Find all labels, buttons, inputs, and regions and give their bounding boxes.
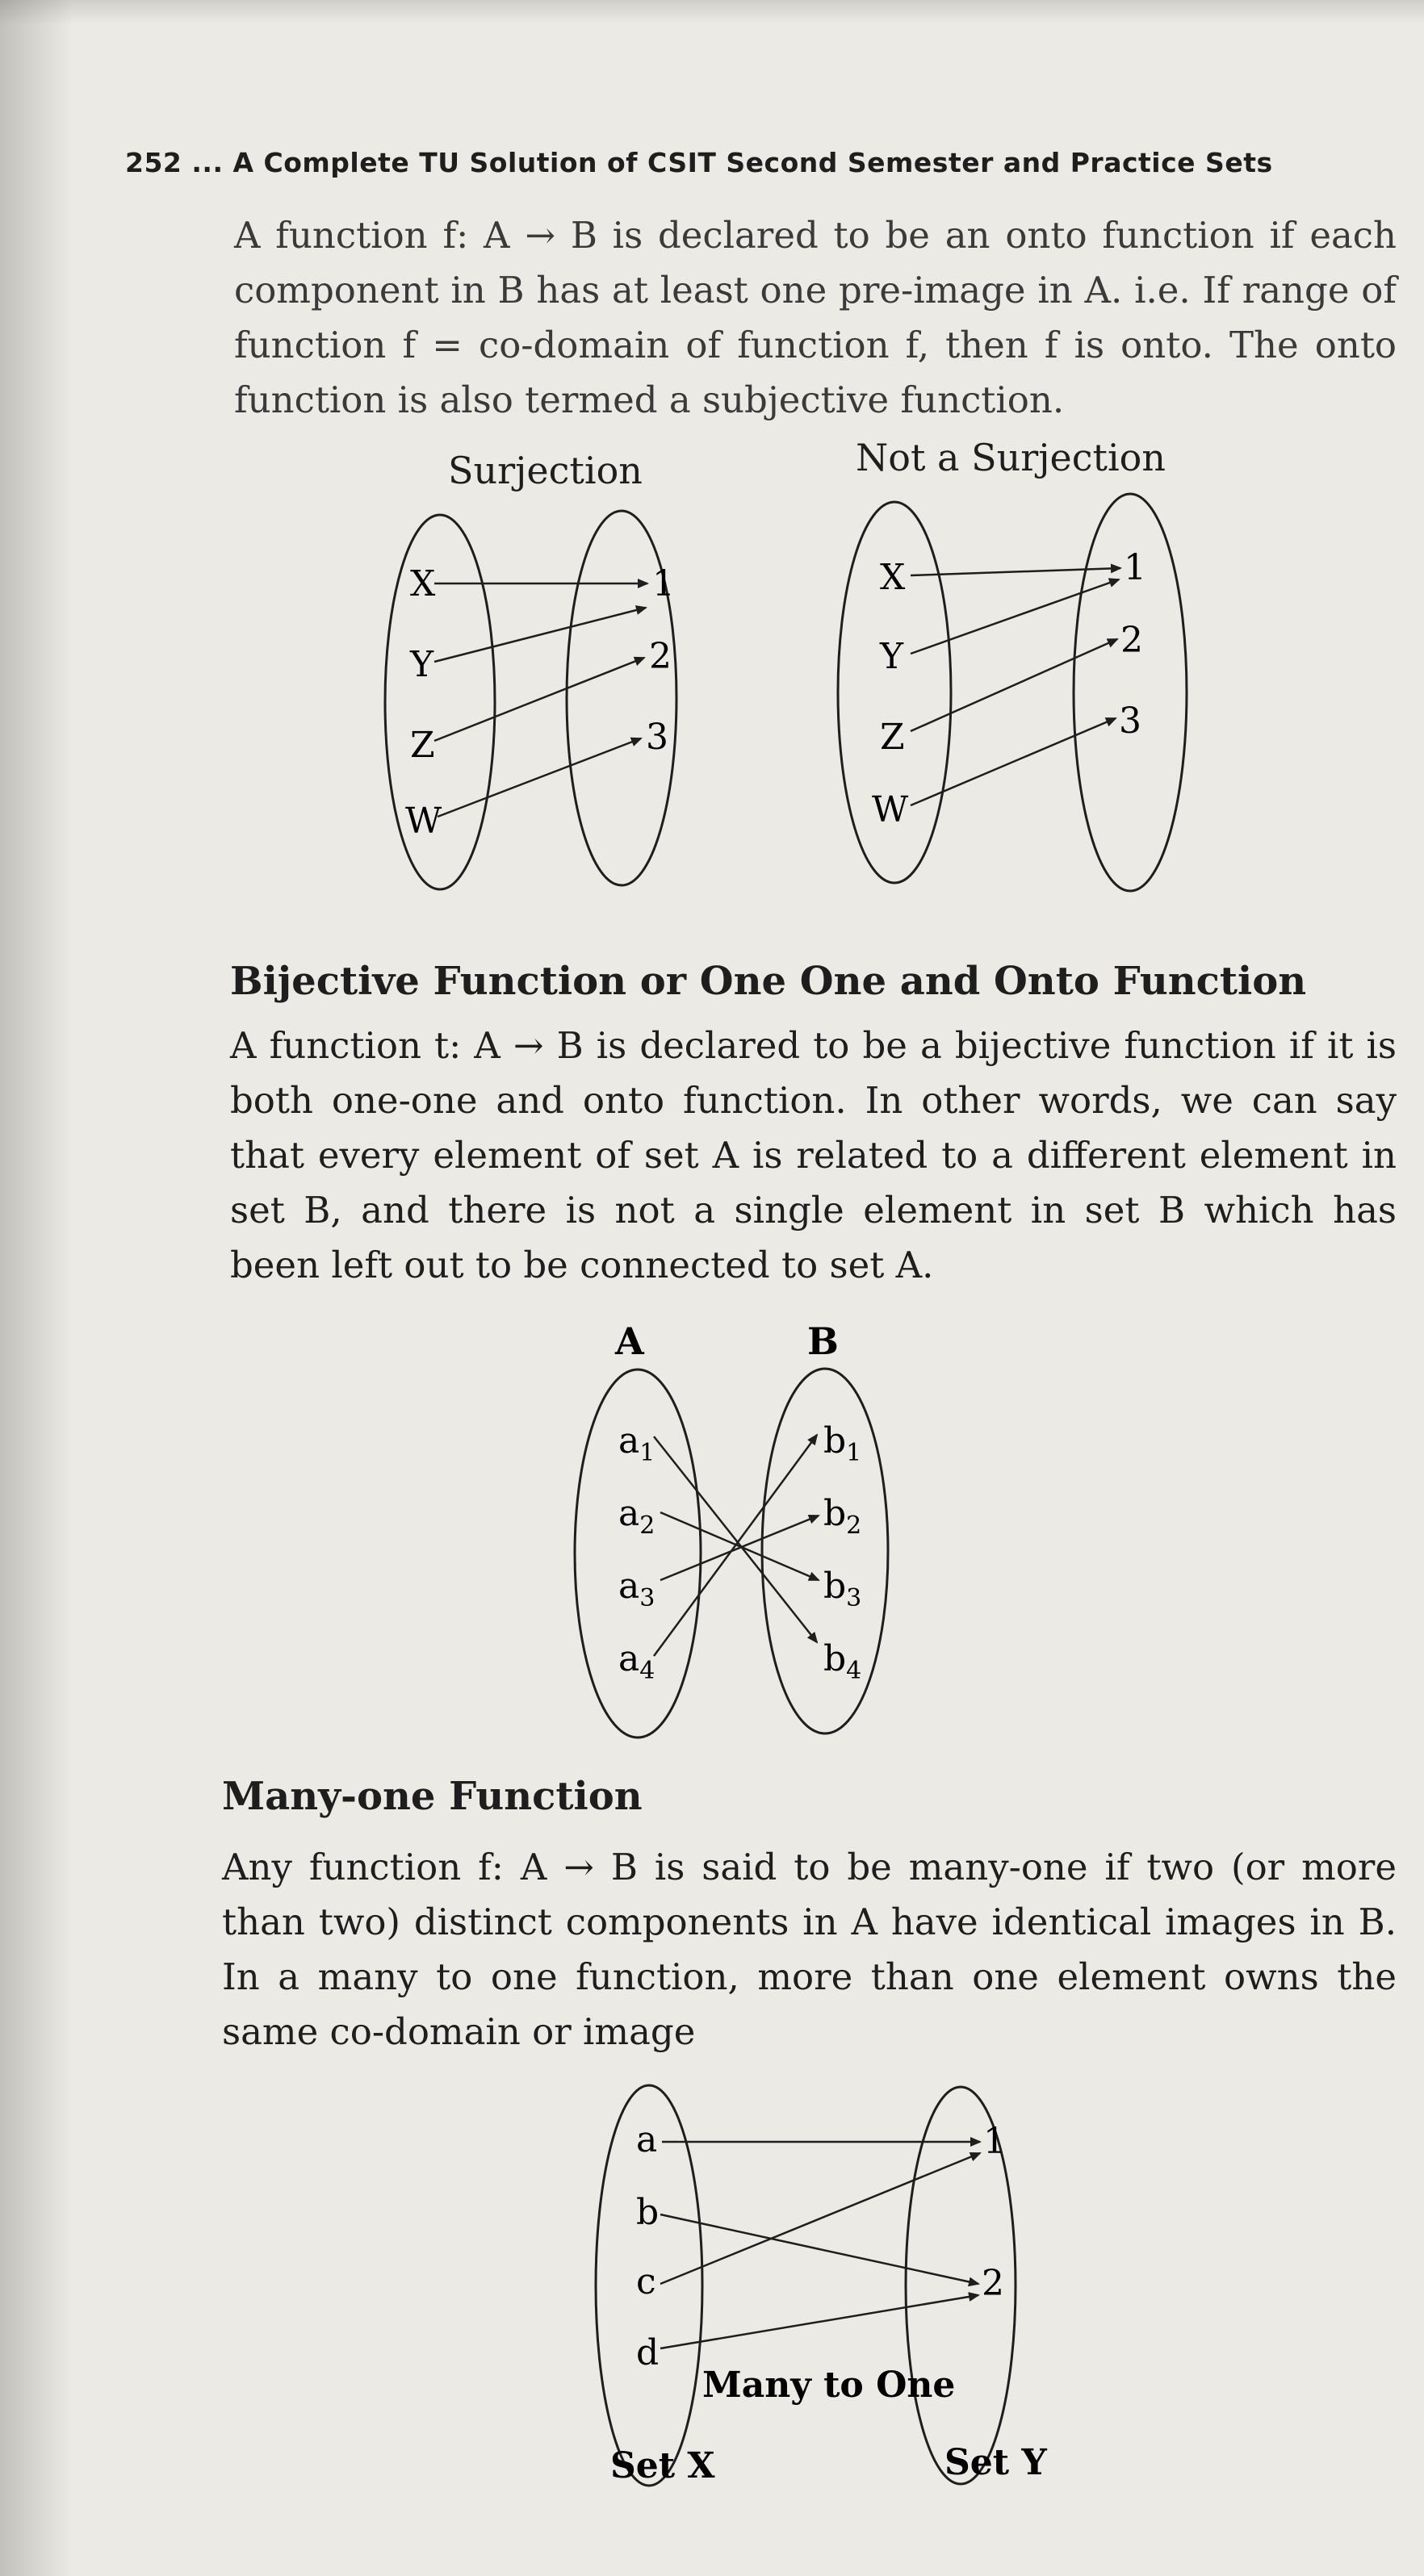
domain-element: Z (880, 717, 905, 758)
running-head: 252 ... A Complete TU Solution of CSIT Second Semester and Practice Sets (125, 147, 1273, 178)
domain-element: X (880, 557, 906, 598)
codomain-element: 1 (1124, 547, 1146, 588)
many-one-heading: Many-one Function (222, 1774, 643, 1819)
set-x-element: a (636, 2119, 658, 2160)
bijection-diagram (557, 1307, 961, 1759)
mapping-arrow (660, 2214, 978, 2284)
set-b-label: B (807, 1319, 839, 1363)
mapping-arrow (911, 718, 1116, 805)
page-top-shadow (0, 0, 1424, 24)
domain-element: Z (410, 725, 435, 766)
set-y-element: 1 (983, 2121, 1006, 2162)
mapping-arrow (911, 639, 1117, 731)
set-a-element: $a_2$ (618, 1493, 655, 1540)
bijective-heading: Bijective Function or One One and Onto Function (230, 959, 1307, 1004)
not-surjection-title: Not a Surjection (856, 436, 1166, 479)
set-x-element: b (636, 2192, 660, 2233)
bijective-definition: A function t: A → B is declared to be a bijective function if it is both one-one and onto function. In other words, we can say that every element of set A is related to a different element in set B, and there is not a single element in set B which has been left out to be connected to set A. (230, 1024, 1397, 1286)
set-y-element: 2 (982, 2263, 1004, 2304)
mapping-arrow (660, 2153, 980, 2284)
mapping-arrow (434, 608, 646, 662)
mapping-arrow (660, 2295, 978, 2348)
onto-definition: A function f: A → B is declared to be an onto function if each component in B has at least one pre-image in A. i.e. If range of function f = co-domain of function f, then f is onto. The onto function is also termed a subjective function. (234, 214, 1397, 421)
surjection-diagram (347, 500, 735, 904)
mapping-arrow (438, 738, 641, 817)
set-a-element: $a_3$ (618, 1566, 655, 1612)
domain-element: Y (880, 636, 904, 677)
set-b-element: $b_1$ (823, 1420, 862, 1467)
codomain-element: 3 (646, 717, 668, 758)
set-b-element: $b_3$ (823, 1566, 862, 1612)
set-b-element: $b_4$ (823, 1638, 862, 1685)
domain-element: W (405, 801, 442, 842)
codomain-element: 2 (649, 636, 672, 677)
domain-element: W (872, 789, 909, 830)
mapping-arrow (911, 568, 1120, 575)
mapping-arrow (434, 658, 644, 741)
set-y-label: Set Y (944, 2442, 1047, 2483)
set-x-element: d (636, 2332, 660, 2373)
domain-element: X (410, 563, 436, 604)
many-to-one-caption: Many to One (702, 2365, 956, 2406)
set-a-element: $a_1$ (618, 1420, 655, 1467)
codomain-element: 3 (1119, 700, 1141, 742)
many-one-definition: Any function f: A → B is said to be many-one if two (or more than two) distinct components in A have identical images in B. In a many to one function, more than one element owns the same co-domain or image (222, 1846, 1397, 2053)
domain-element: Y (410, 644, 434, 685)
codomain-element: 1 (652, 563, 675, 604)
not-surjection-diagram (807, 484, 1227, 904)
set-b-element: $b_2$ (823, 1493, 862, 1540)
page-edge-shadow (0, 0, 73, 2576)
set-a-element: $a_4$ (618, 1638, 655, 1685)
codomain-element: 2 (1120, 620, 1143, 661)
set-a-label: A (615, 1319, 644, 1363)
set-x-element: c (636, 2261, 656, 2302)
many-one-diagram (581, 2066, 1066, 2518)
set-x-label: Set X (610, 2445, 715, 2486)
surjection-title: Surjection (448, 449, 643, 492)
